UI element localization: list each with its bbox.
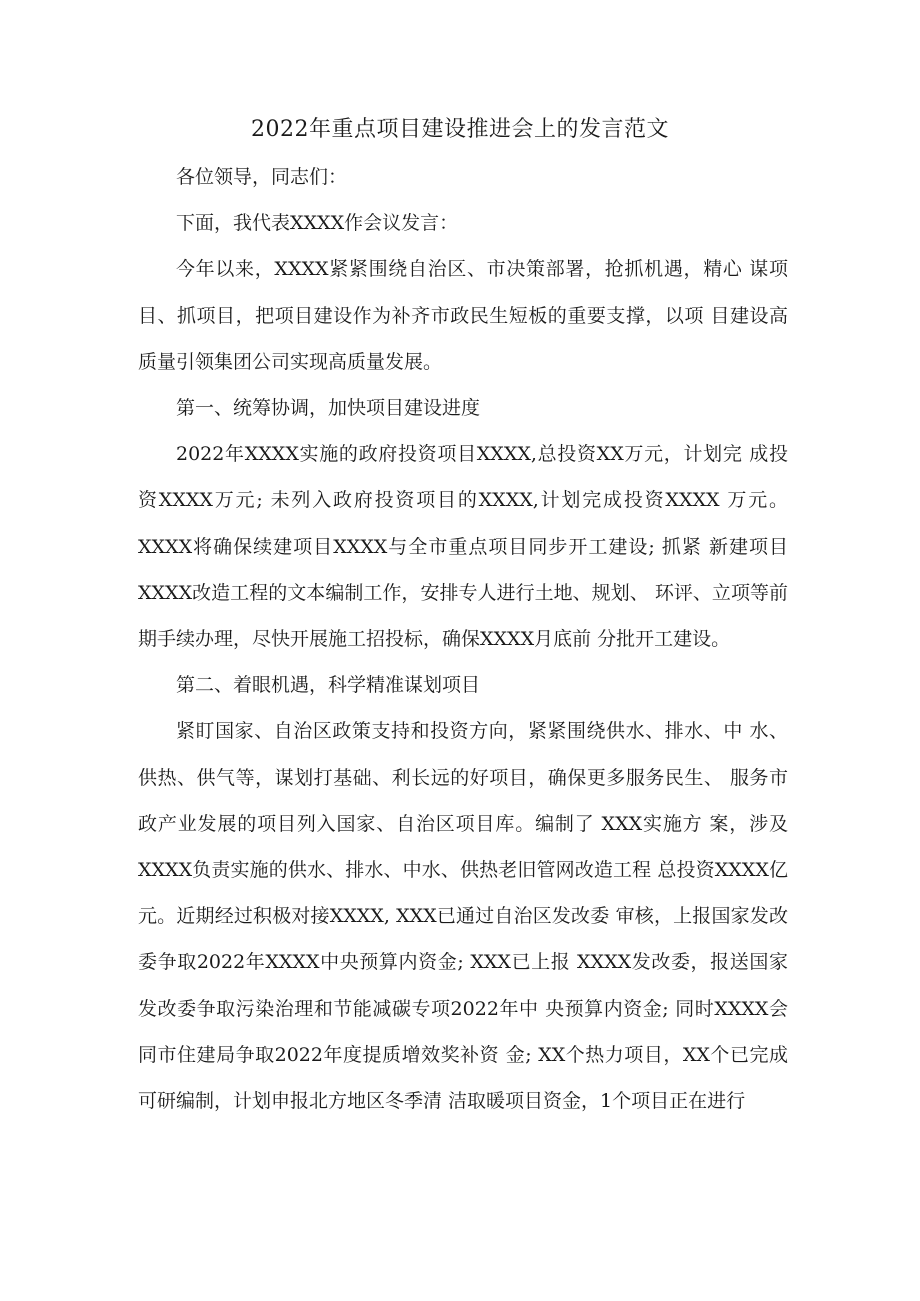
document-title: 2022年重点项目建设推进会上的发言范文 (251, 117, 669, 142)
salutation-paragraph: 各位领导，同志们： (176, 166, 348, 188)
section-2-paragraph: 紧盯国家、自治区政策支持和投资方向，紧紧围绕供水、排水、中 水、供热、供气等，谋划打基础、利长远的好项目，确保更多服务民生、 服务市政产业发展的项目列入国家、自治区项目库。编制了 XXX实施方 案，涉及XXXX负责实施的供水、排水、中水、供热老旧管网改造工程 总投资XXXX亿元。近期经过积极对接XXXX, XXX已通过自治区发改委 审核，上报国家发改委争取2022年XXXX中央预算内资金; XXX已上报 XXXX发改委，报送国家发改委争取污染治理和节能减碳专项2022年中 央预算内资金; 同时XXXX会同市住建局争取2022年度提质增效奖补资 金; XX个热力项目，XX个已完成可研编制，计划申报北方地区冬季清 洁取暖项目资金，1个项目正在进行 (138, 720, 788, 1113)
section-1-paragraph: 2022年XXXX实施的政府投资项目XXXX,总投资XX万元，计划完 成投资XXXX万元; 未列入政府投资项目的XXXX,计划完成投资XXXX 万元。XXXX将确保续建项目XXXX与全市重点项目同步开工建设; 抓紧 新建项目XXXX改造工程的文本编制工作，安排专人进行土地、规划、 环评、立项等前期手续办理，尽快开展施工招投标，确保XXXX月底前 分批开工建设。 (138, 443, 788, 651)
document-body (138, 154, 788, 1124)
section-heading-1: 第一、统筹协调，加快项目建设进度 (176, 397, 481, 420)
section-heading-2: 第二、着眼机遇，科学精准谋划项目 (176, 674, 481, 697)
intro-paragraph: 下面，我代表XXXX作会议发言： (176, 212, 459, 235)
overview-paragraph: 今年以来，XXXX紧紧围绕自治区、市决策部署，抢抓机遇，精心 谋项目、抓项目，把项目建设作为补齐市政民生短板的重要支撑，以项 目建设高质量引领集团公司实现高质量发展。 (138, 258, 788, 373)
